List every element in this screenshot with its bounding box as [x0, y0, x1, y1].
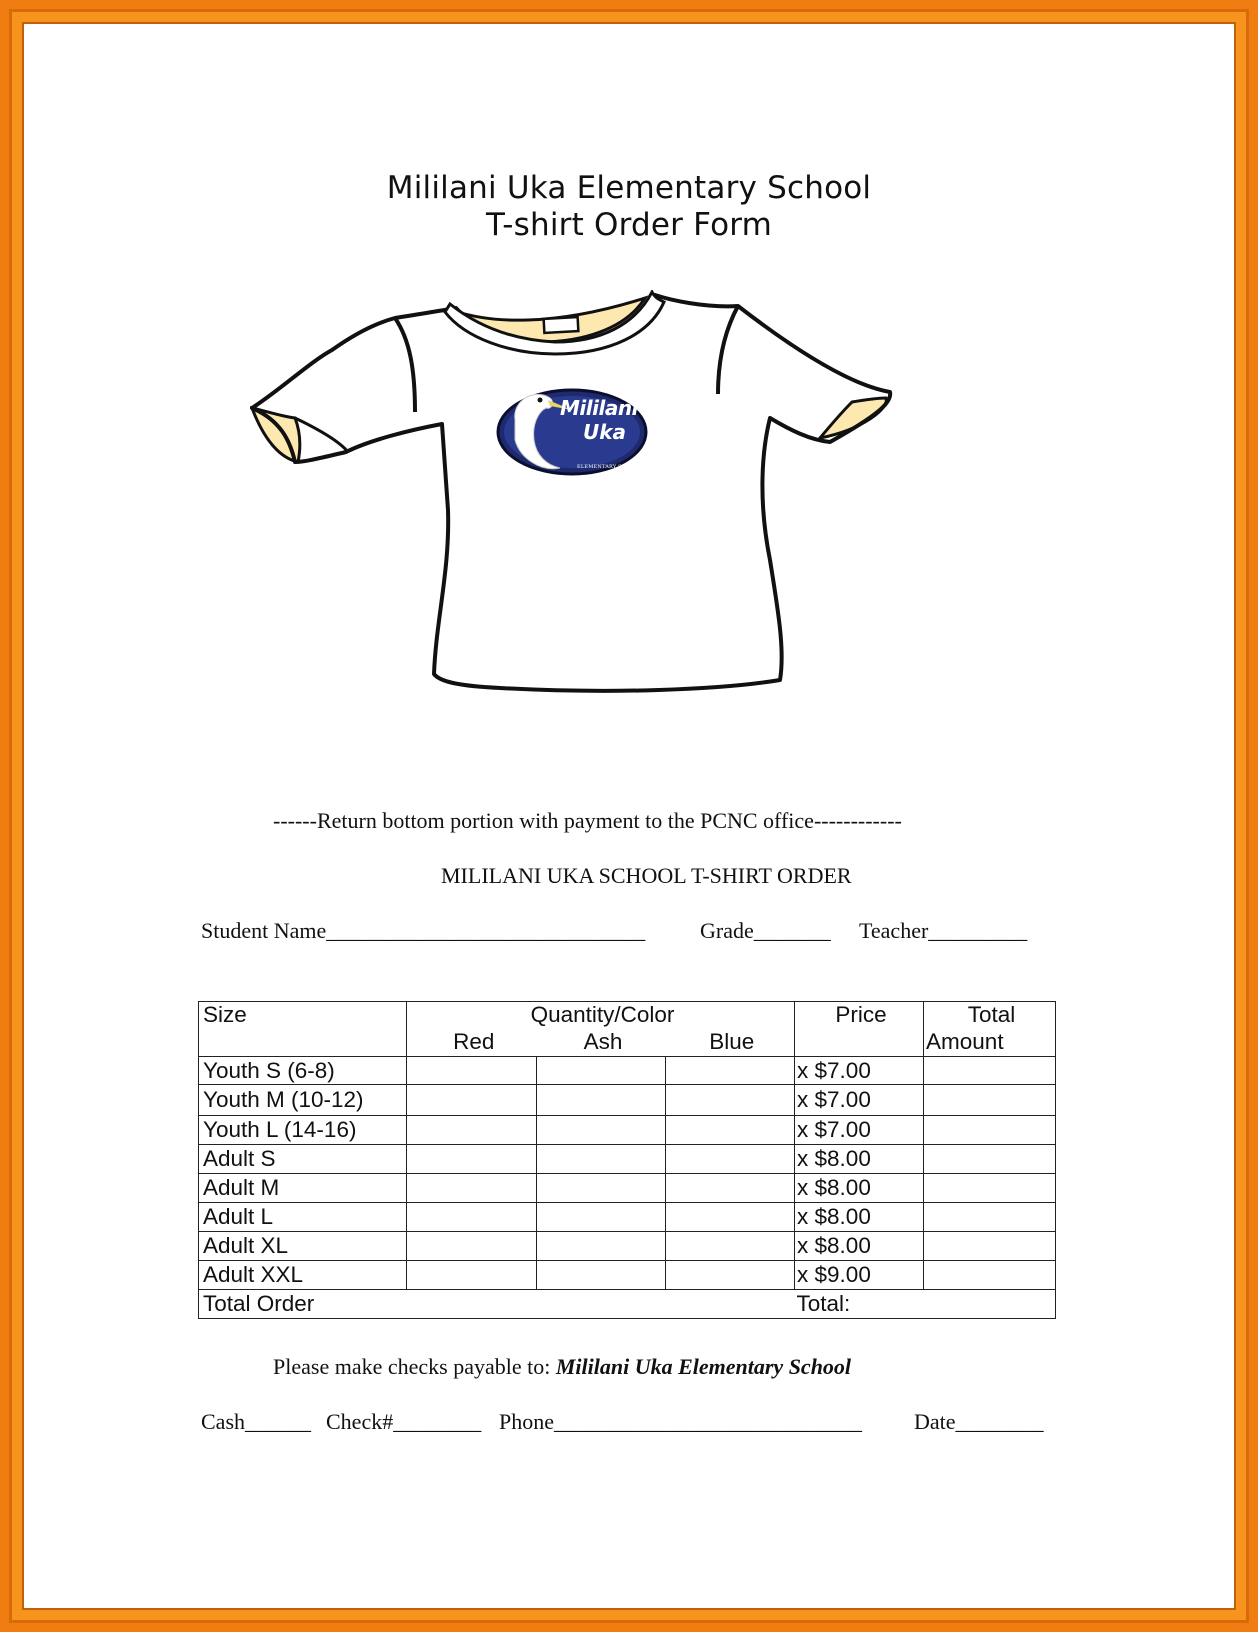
qty-ash-cell[interactable]	[537, 1203, 666, 1232]
qty-red-cell[interactable]	[407, 1116, 537, 1145]
order-table	[198, 1001, 1056, 1319]
header-price: Price	[795, 1002, 924, 1029]
size-cell: Youth S (6-8)	[199, 1057, 407, 1085]
qty-ash-cell[interactable]	[537, 1232, 666, 1261]
qty-blue-cell[interactable]	[666, 1085, 795, 1116]
qty-blue-cell[interactable]	[666, 1145, 795, 1174]
qty-blue-cell[interactable]	[666, 1116, 795, 1145]
total-label: Total:	[795, 1290, 924, 1319]
price-cell: x $7.00	[795, 1085, 924, 1116]
size-cell: Adult M	[199, 1174, 407, 1203]
return-note: ------Return bottom portion with payment to the PCNC office------------	[273, 808, 902, 833]
price-cell: x $8.00	[795, 1145, 924, 1174]
total-amount-cell[interactable]	[924, 1085, 1056, 1116]
table-row	[199, 1261, 1056, 1290]
size-cell: Adult L	[199, 1203, 407, 1232]
total-amount-cell[interactable]	[924, 1174, 1056, 1203]
total-amount-cell[interactable]	[924, 1261, 1056, 1290]
table-row	[199, 1085, 1056, 1116]
price-cell: x $7.00	[795, 1116, 924, 1145]
table-row	[199, 1145, 1056, 1174]
table-row	[199, 1203, 1056, 1232]
grand-total-cell[interactable]	[924, 1290, 1056, 1319]
date-field[interactable]: Date________	[914, 1409, 1044, 1434]
qty-ash-cell[interactable]	[537, 1174, 666, 1203]
qty-blue-cell[interactable]	[666, 1232, 795, 1261]
total-amount-cell[interactable]	[924, 1232, 1056, 1261]
total-amount-cell[interactable]	[924, 1145, 1056, 1174]
table-row	[199, 1174, 1056, 1203]
total-order-label: Total Order	[199, 1290, 795, 1319]
total-amount-cell[interactable]	[924, 1116, 1056, 1145]
qty-blue-cell[interactable]	[666, 1203, 795, 1232]
table-total-row	[199, 1290, 1056, 1319]
qty-red-cell[interactable]	[407, 1057, 537, 1085]
qty-red-cell[interactable]	[407, 1203, 537, 1232]
qty-red-cell[interactable]	[407, 1174, 537, 1203]
qty-red-cell[interactable]	[407, 1261, 537, 1290]
page-subtitle: T-shirt Order Form	[485, 207, 773, 243]
header-size: Size	[199, 1002, 407, 1029]
total-amount-cell[interactable]	[924, 1057, 1056, 1085]
table-row	[199, 1116, 1056, 1145]
tshirt-illustration	[250, 290, 940, 730]
size-cell: Adult XXL	[199, 1261, 407, 1290]
qty-ash-cell[interactable]	[537, 1057, 666, 1085]
price-cell: x $8.00	[795, 1203, 924, 1232]
size-cell: Youth M (10-12)	[199, 1085, 407, 1116]
cash-field[interactable]: Cash______	[201, 1409, 311, 1434]
qty-ash-cell[interactable]	[537, 1116, 666, 1145]
price-cell: x $7.00	[795, 1057, 924, 1085]
qty-red-cell[interactable]	[407, 1085, 537, 1116]
price-cell: x $9.00	[795, 1261, 924, 1290]
grade-field[interactable]: Grade_______	[700, 918, 831, 943]
payable-prefix: Please make checks payable to:	[273, 1354, 556, 1379]
size-cell: Youth L (14-16)	[199, 1116, 407, 1145]
qty-ash-cell[interactable]	[537, 1145, 666, 1174]
header-ash: Ash	[537, 1029, 666, 1057]
price-cell: x $8.00	[795, 1174, 924, 1203]
logo-text-elementary: ELEMENTARY SCHOOL	[577, 464, 643, 470]
table-row	[199, 1232, 1056, 1261]
header-blue: Blue	[666, 1029, 795, 1057]
qty-red-cell[interactable]	[407, 1145, 537, 1174]
table-row	[199, 1057, 1056, 1085]
total-amount-cell[interactable]	[924, 1203, 1056, 1232]
header-quantity-color: Quantity/Color	[407, 1002, 795, 1029]
size-cell: Adult XL	[199, 1232, 407, 1261]
check-number-field[interactable]: Check#________	[326, 1409, 482, 1434]
qty-blue-cell[interactable]	[666, 1174, 795, 1203]
qty-ash-cell[interactable]	[537, 1085, 666, 1116]
header-red: Red	[407, 1029, 537, 1057]
student-name-field[interactable]: Student Name_____________________________	[201, 918, 646, 943]
qty-red-cell[interactable]	[407, 1232, 537, 1261]
size-cell: Adult S	[199, 1145, 407, 1174]
header-amount: Amount	[924, 1029, 1056, 1057]
payable-name: Mililani Uka Elementary School	[555, 1354, 852, 1379]
order-heading: MILILANI UKA SCHOOL T-SHIRT ORDER	[441, 863, 852, 888]
logo-text-uka: Uka	[583, 420, 627, 444]
qty-ash-cell[interactable]	[537, 1261, 666, 1290]
price-cell: x $8.00	[795, 1232, 924, 1261]
header-total: Total	[924, 1002, 1056, 1029]
qty-blue-cell[interactable]	[666, 1261, 795, 1290]
phone-field[interactable]: Phone____________________________	[499, 1409, 862, 1434]
payable-note	[273, 1354, 851, 1380]
logo-text-mililani: Mililani	[560, 396, 638, 420]
teacher-field[interactable]: Teacher_________	[859, 918, 1028, 943]
qty-blue-cell[interactable]	[666, 1057, 795, 1085]
page-title: Mililani Uka Elementary School	[386, 170, 872, 206]
